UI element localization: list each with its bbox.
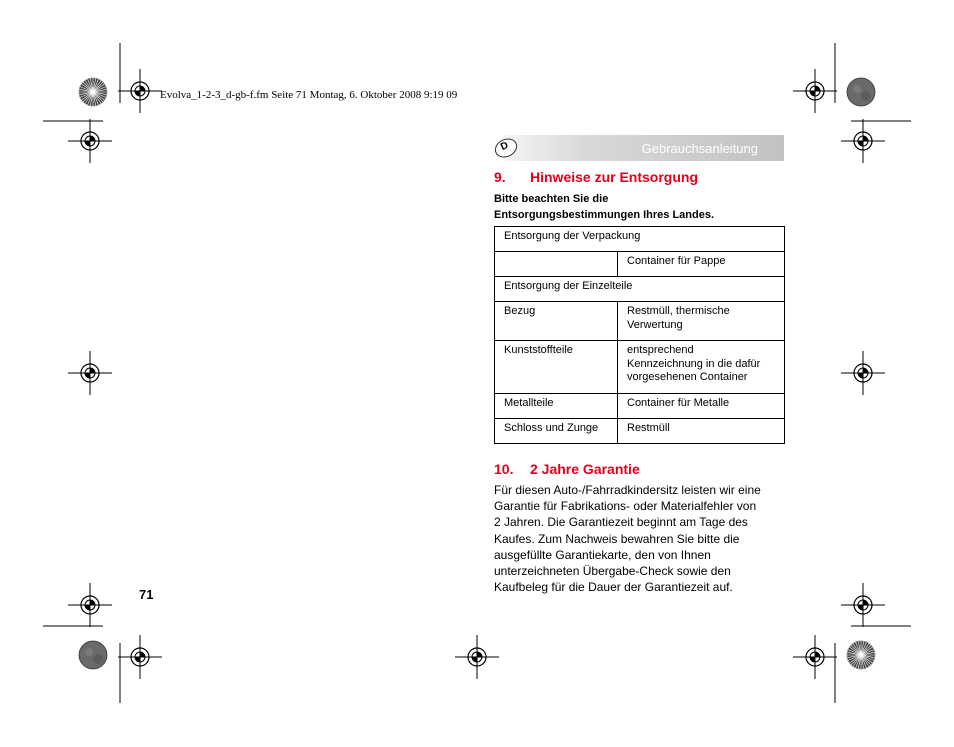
paragraph-line: Für diesen Auto-/Fahrradkindersitz leisten wir eine <box>494 483 761 497</box>
disposal-method-cell <box>618 302 785 341</box>
disposal-method-cell <box>618 419 785 444</box>
disposal-line: Restmüll <box>627 422 670 434</box>
section-10-title: 2 Jahre Garantie <box>530 461 640 477</box>
disposal-line: Container für Metalle <box>627 397 730 409</box>
table-row <box>495 419 785 444</box>
table-row <box>495 302 785 341</box>
table-cell-empty <box>495 252 618 277</box>
paragraph-line: Garantie für Fabrikations- oder Materialfehler von <box>494 499 757 514</box>
part-name-cell: Metallteile <box>495 394 618 419</box>
paragraph-line: ausgefüllte Garantiekarte, den von Ihnen <box>494 547 711 562</box>
disposal-intro-line: Bitte beachten Sie die <box>494 193 609 205</box>
part-name-cell: Bezug <box>495 302 618 341</box>
section-header-bar <box>494 135 784 161</box>
part-name-cell: Kunststoffteile <box>495 341 618 394</box>
paragraph-line: Kaufbeleg für die Dauer der Garantiezeit auf. <box>494 580 733 595</box>
disposal-line: Verwertung <box>627 318 683 331</box>
warranty-paragraph <box>494 482 786 595</box>
printer-header: Evolva_1-2-3_d-gb-f.fm Seite 71 Montag, 6. Oktober 2008 9:19 09 <box>160 89 458 101</box>
section-9-number: 9. <box>494 169 506 185</box>
section-10-heading <box>494 461 640 477</box>
disposal-line: entsprechend <box>627 344 694 356</box>
paragraph-line: 2 Jahren. Die Garantiezeit beginnt am Tage des <box>494 515 748 530</box>
disposal-intro-line: Entsorgungsbestimmungen Ihres Landes. <box>494 209 715 221</box>
section-bar-title: Gebrauchsanleitung <box>641 141 758 156</box>
disposal-intro <box>494 191 784 223</box>
section-10-number: 10. <box>494 461 514 477</box>
disposal-line: Kennzeichnung in die dafür <box>627 357 761 370</box>
disposal-line: vorgesehenen Container <box>627 371 748 383</box>
page-number: 71 <box>139 587 154 602</box>
parts-header-cell: Entsorgung der Einzelteile <box>495 277 785 302</box>
language-code: D <box>499 139 511 154</box>
part-name-cell: Schloss und Zunge <box>495 419 618 444</box>
disposal-line: Restmüll, thermische <box>627 305 730 317</box>
packaging-header-cell: Entsorgung der Verpackung <box>495 227 785 252</box>
table-row <box>495 341 785 394</box>
section-9-title: Hinweise zur Entsorgung <box>530 169 699 185</box>
disposal-method-cell <box>618 341 785 394</box>
disposal-method-cell <box>618 394 785 419</box>
section-9-heading <box>494 169 698 185</box>
paragraph-line: Kaufes. Zum Nachweis bewahren Sie bitte die <box>494 531 740 546</box>
disposal-table <box>494 226 785 444</box>
paragraph-line: unterzeichneten Übergabe-Check sowie den <box>494 564 731 579</box>
packaging-value-cell: Container für Pappe <box>618 252 785 277</box>
table-row <box>495 394 785 419</box>
